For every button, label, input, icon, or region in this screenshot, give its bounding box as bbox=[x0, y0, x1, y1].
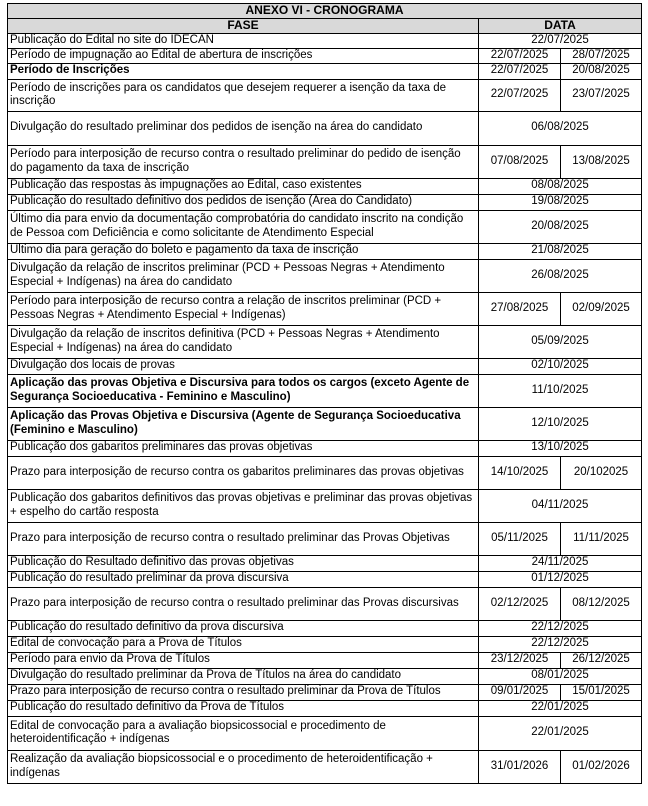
fase-cell: Publicação do resultado preliminar da prova discursiva bbox=[8, 571, 479, 587]
date-end-cell: 26/12/2025 bbox=[561, 652, 642, 668]
table-row bbox=[8, 668, 642, 684]
title-row bbox=[8, 4, 642, 19]
table-row bbox=[8, 652, 642, 668]
table-row bbox=[8, 111, 642, 145]
table-row bbox=[8, 374, 642, 407]
date-cell: 26/08/2025 bbox=[479, 259, 642, 292]
date-start-cell: 09/01/2025 bbox=[479, 684, 561, 700]
table-row bbox=[8, 489, 642, 522]
date-cell: 05/09/2025 bbox=[479, 325, 642, 358]
table-row bbox=[8, 587, 642, 620]
fase-cell: Período de inscrições para os candidatos que desejem requerer a isenção da taxa de inscrição bbox=[8, 79, 479, 111]
fase-cell: Último dia para geração do boleto e pagamento da taxa de inscrição bbox=[8, 243, 479, 259]
fase-cell: Prazo para interposição de recurso contra os gabaritos preliminares das provas objetivas bbox=[8, 456, 479, 489]
fase-cell: Edital de convocação para a Prova de Títulos bbox=[8, 636, 479, 652]
date-cell: 19/08/2025 bbox=[479, 194, 642, 210]
date-start-cell: 05/11/2025 bbox=[479, 522, 561, 555]
table-row bbox=[8, 33, 642, 48]
date-cell: 22/12/2025 bbox=[479, 620, 642, 636]
date-cell: 08/01/2025 bbox=[479, 668, 642, 684]
fase-cell: Prazo para interposição de recurso contra o resultado preliminar da Prova de Títulos bbox=[8, 684, 479, 700]
date-start-cell: 22/07/2025 bbox=[479, 48, 561, 63]
table-row bbox=[8, 750, 642, 783]
date-cell: 13/10/2025 bbox=[479, 440, 642, 456]
data-header: DATA bbox=[479, 18, 642, 33]
date-end-cell: 23/07/2025 bbox=[561, 79, 642, 111]
table-row bbox=[8, 358, 642, 374]
date-cell: 01/12/2025 bbox=[479, 571, 642, 587]
date-cell: 20/08/2025 bbox=[479, 210, 642, 243]
date-cell: 08/08/2025 bbox=[479, 178, 642, 194]
fase-cell: Publicação do resultado definitivo da Prova de Títulos bbox=[8, 700, 479, 716]
fase-cell: Período para envio da Prova de Títulos bbox=[8, 652, 479, 668]
date-end-cell: 11/11/2025 bbox=[561, 522, 642, 555]
date-cell: 22/01/2025 bbox=[479, 700, 642, 716]
table-row bbox=[8, 243, 642, 259]
date-start-cell: 14/10/2025 bbox=[479, 456, 561, 489]
date-end-cell: 20/102025 bbox=[561, 456, 642, 489]
header-row bbox=[8, 18, 642, 33]
table-row bbox=[8, 522, 642, 555]
fase-cell: Publicação do resultado definitivo dos pedidos de isenção (Área do Candidato) bbox=[8, 194, 479, 210]
fase-cell: Realização da avaliação biopsicossocial e o procedimento de heteroidentificação + indígenas bbox=[8, 750, 479, 783]
table-row bbox=[8, 178, 642, 194]
table-row bbox=[8, 194, 642, 210]
fase-cell: Publicação do resultado definitivo da prova discursiva bbox=[8, 620, 479, 636]
date-cell: 24/11/2025 bbox=[479, 555, 642, 571]
table-row bbox=[8, 407, 642, 440]
fase-cell: Prazo para interposição de recurso contra o resultado preliminar das Provas discursivas bbox=[8, 587, 479, 620]
date-start-cell: 27/08/2025 bbox=[479, 292, 561, 325]
table-row bbox=[8, 700, 642, 716]
cronograma-table bbox=[7, 3, 642, 784]
table-row bbox=[8, 716, 642, 750]
table-row bbox=[8, 636, 642, 652]
fase-cell: Publicação do Resultado definitivo das provas objetivas bbox=[8, 555, 479, 571]
date-end-cell: 01/02/2026 bbox=[561, 750, 642, 783]
date-cell: 22/07/2025 bbox=[479, 33, 642, 48]
date-end-cell: 15/01/2025 bbox=[561, 684, 642, 700]
date-cell: 12/10/2025 bbox=[479, 407, 642, 440]
date-cell: 22/01/2025 bbox=[479, 716, 642, 750]
date-cell: 22/12/2025 bbox=[479, 636, 642, 652]
table-row bbox=[8, 48, 642, 63]
table-row bbox=[8, 620, 642, 636]
fase-cell: Edital de convocação para a avaliação biopsicossocial e procedimento de heteroidentificação + indígenas bbox=[8, 716, 479, 750]
fase-cell: Divulgação do resultado preliminar da Prova de Títulos na área do candidato bbox=[8, 668, 479, 684]
table-row bbox=[8, 79, 642, 111]
fase-cell: Período para interposição de recurso contra a relação de inscritos preliminar (PCD + Pessoas Negras + Atendimento Especial + Indígenas) bbox=[8, 292, 479, 325]
date-cell: 06/08/2025 bbox=[479, 111, 642, 145]
table-row bbox=[8, 571, 642, 587]
fase-cell: Publicação dos gabaritos preliminares das provas objetivas bbox=[8, 440, 479, 456]
date-end-cell: 08/12/2025 bbox=[561, 587, 642, 620]
fase-cell: Publicação do Edital no site do IDECAN bbox=[8, 33, 479, 48]
table-title: ANEXO VI - CRONOGRAMA bbox=[8, 4, 642, 19]
table-row bbox=[8, 259, 642, 292]
fase-cell: Publicação dos gabaritos definitivos das provas objetivas e preliminar das provas objetivas + espelho do cartão resposta bbox=[8, 489, 479, 522]
fase-cell: Divulgação da relação de inscritos preliminar (PCD + Pessoas Negras + Atendimento Especial + Indígenas) na área do candidato bbox=[8, 259, 479, 292]
date-start-cell: 22/07/2025 bbox=[479, 63, 561, 79]
table-row bbox=[8, 210, 642, 243]
fase-cell: Aplicação das provas Objetiva e Discursiva para todos os cargos (exceto Agente de Segurança Socioeducativa - Feminino e Masculino) bbox=[8, 374, 479, 407]
fase-cell: Divulgação da relação de inscritos definitiva (PCD + Pessoas Negras + Atendimento Especial + Indígenas) na área do candidato bbox=[8, 325, 479, 358]
table-row bbox=[8, 440, 642, 456]
fase-cell: Divulgação dos locais de provas bbox=[8, 358, 479, 374]
fase-cell: Prazo para interposição de recurso contra o resultado preliminar das Provas Objetivas bbox=[8, 522, 479, 555]
date-end-cell: 28/07/2025 bbox=[561, 48, 642, 63]
fase-cell: Período de Inscrições bbox=[8, 63, 479, 79]
fase-cell: Aplicação das Provas Objetiva e Discursiva (Agente de Segurança Socioeducativa (Feminino e Masculino) bbox=[8, 407, 479, 440]
date-cell: 02/10/2025 bbox=[479, 358, 642, 374]
date-start-cell: 22/07/2025 bbox=[479, 79, 561, 111]
fase-header: FASE bbox=[8, 18, 479, 33]
date-end-cell: 20/08/2025 bbox=[561, 63, 642, 79]
date-start-cell: 31/01/2026 bbox=[479, 750, 561, 783]
fase-cell: Período de impugnação ao Edital de abertura de inscrições bbox=[8, 48, 479, 63]
fase-cell: Último dia para envio da documentação comprobatória do candidato inscrito na condição de Pessoa com Deficiência e como solicitante de Atendimento Especial bbox=[8, 210, 479, 243]
table-body bbox=[8, 33, 642, 783]
table-row bbox=[8, 456, 642, 489]
fase-cell: Publicação das respostas às impugnações ao Edital, caso existentes bbox=[8, 178, 479, 194]
fase-cell: Divulgação do resultado preliminar dos pedidos de isenção na área do candidato bbox=[8, 111, 479, 145]
table-row bbox=[8, 325, 642, 358]
table-row bbox=[8, 292, 642, 325]
date-start-cell: 23/12/2025 bbox=[479, 652, 561, 668]
fase-cell: Período para interposição de recurso contra o resultado preliminar do pedido de isenção do pagamento da taxa de inscrição bbox=[8, 145, 479, 178]
table-row bbox=[8, 145, 642, 178]
date-cell: 21/08/2025 bbox=[479, 243, 642, 259]
date-start-cell: 02/12/2025 bbox=[479, 587, 561, 620]
date-cell: 11/10/2025 bbox=[479, 374, 642, 407]
date-end-cell: 02/09/2025 bbox=[561, 292, 642, 325]
date-cell: 04/11/2025 bbox=[479, 489, 642, 522]
date-end-cell: 13/08/2025 bbox=[561, 145, 642, 178]
date-start-cell: 07/08/2025 bbox=[479, 145, 561, 178]
table-row bbox=[8, 555, 642, 571]
table-row bbox=[8, 63, 642, 79]
table-row bbox=[8, 684, 642, 700]
